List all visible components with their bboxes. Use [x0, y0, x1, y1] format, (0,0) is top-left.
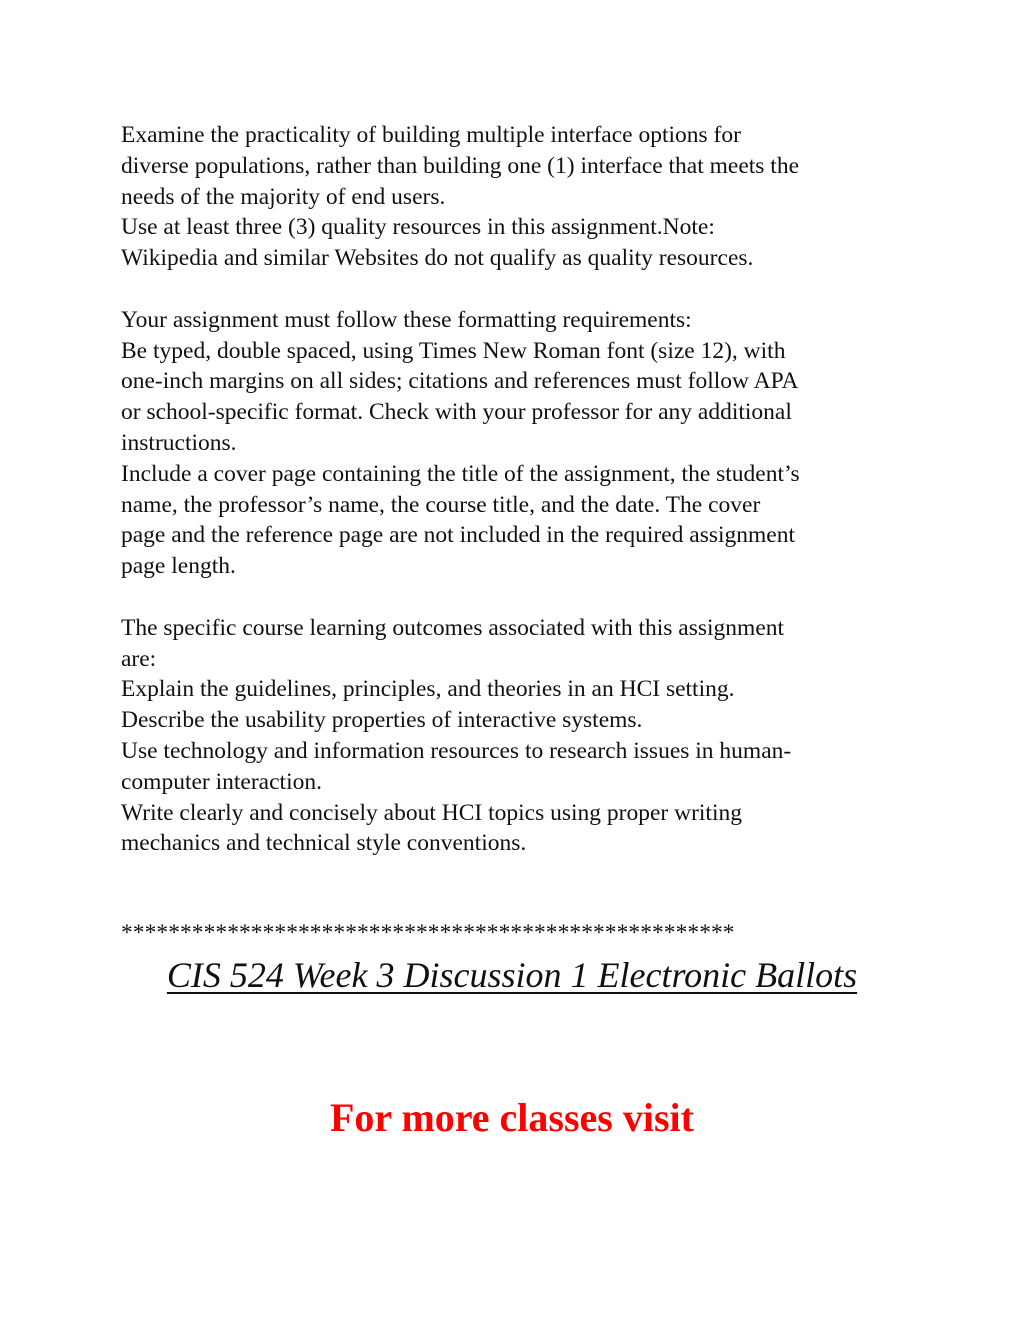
promo-text: For more classes visit: [329, 1095, 694, 1140]
paragraph-1-line-3: needs of the majority of end users.: [121, 183, 446, 210]
paragraph-2-line-8: page and the reference page are not included in the required assignment: [121, 522, 796, 549]
paragraph-3-line-6: computer interaction.: [121, 768, 322, 795]
paragraph-1-line-1: Examine the practicality of building multiple interface options for: [121, 122, 741, 148]
discussion-heading-link[interactable]: CIS 524 Week 3 Discussion 1 Electronic Ballots: [166, 955, 858, 995]
paragraph-2-line-9: page length.: [121, 553, 236, 580]
paragraph-gap: [121, 582, 911, 613]
paragraph-2-line-6: Include a cover page containing the title of the assignment, the student’s: [121, 460, 800, 487]
paragraph-3-line-4: Describe the usability properties of interactive systems.: [121, 707, 643, 734]
paragraph-2-line-3: one-inch margins on all sides; citations and references must follow APA: [121, 368, 799, 395]
paragraph-3-line-2: are:: [121, 645, 157, 672]
paragraph-3-line-8: mechanics and technical style conventions.: [121, 830, 527, 857]
paragraph-3-line-1: The specific course learning outcomes associated with this assignment: [121, 614, 785, 641]
paragraph-3-line-3: Explain the guidelines, principles, and theories in an HCI setting.: [121, 676, 735, 703]
paragraph-3-line-5: Use technology and information resources to research issues in human-: [121, 737, 792, 764]
paragraph-2-line-1: Your assignment must follow these formatting requirements:: [121, 306, 692, 333]
paragraph-1-line-2: diverse populations, rather than building one (1) interface that meets the: [121, 152, 800, 179]
paragraph-2-line-5: instructions.: [121, 429, 237, 456]
paragraph-1-line-4: Use at least three (3) quality resources in this assignment.Note:: [121, 214, 715, 241]
assignment-body: [121, 120, 911, 859]
paragraph-2-line-2: Be typed, double spaced, using Times New Roman font (size 12), with: [121, 337, 786, 364]
asterisk-separator: ****************************************************: [121, 920, 735, 946]
paragraph-2-line-7: name, the professor’s name, the course title, and the date. The cover: [121, 491, 761, 518]
paragraph-2-line-4: or school-specific format. Check with your professor for any additional: [121, 399, 792, 426]
paragraph-gap: [121, 274, 911, 305]
paragraph-1-line-5: Wikipedia and similar Websites do not qualify as quality resources.: [121, 245, 754, 272]
paragraph-3-line-7: Write clearly and concisely about HCI topics using proper writing: [121, 799, 742, 826]
